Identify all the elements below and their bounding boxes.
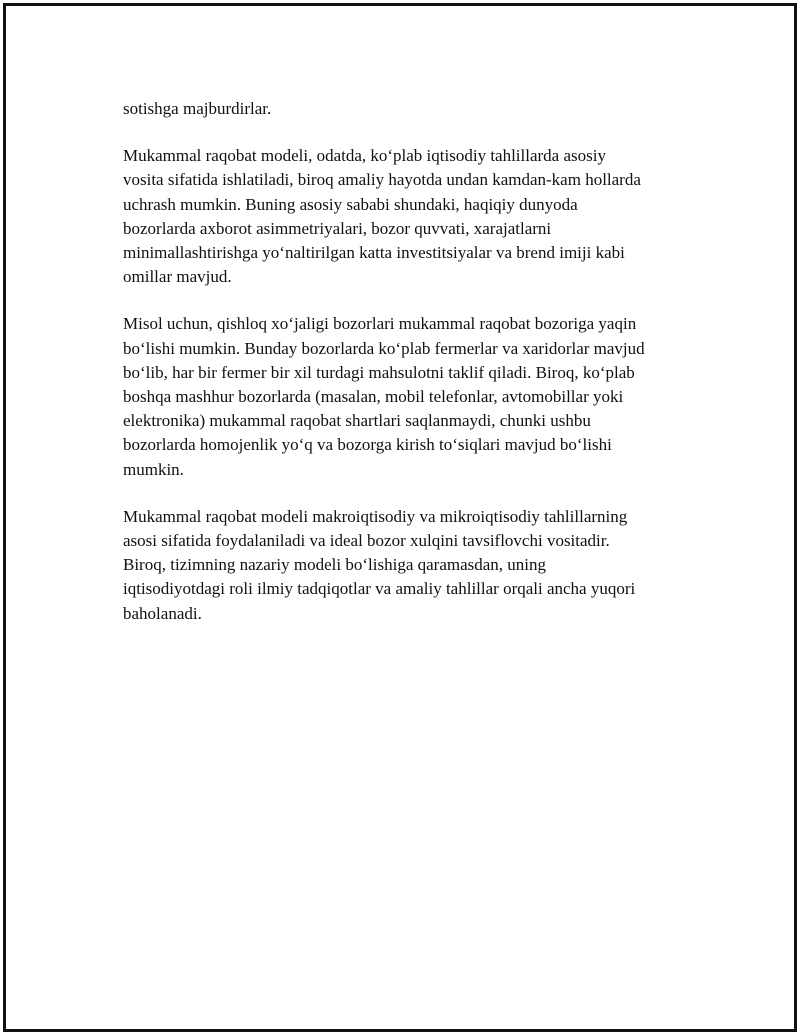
text-line: baholanadi.	[123, 603, 202, 623]
text-line: omillar mavjud.	[123, 267, 232, 287]
paragraph-3	[123, 312, 698, 481]
text-line: bo‘lib, har bir fermer bir xil turdagi mahsulotni taklif qiladi. Biroq, ko‘plab	[123, 362, 635, 382]
text-line: Mukammal raqobat modeli makroiqtisodiy va mikroiqtisodiy tahlillarning	[123, 506, 628, 526]
document-body	[123, 97, 698, 649]
paragraph-1	[123, 97, 698, 121]
text-line: minimallashtirishga yo‘naltirilgan katta investitsiyalar va brend imiji kabi	[123, 243, 625, 263]
text-line: bo‘lishi mumkin. Bunday bozorlarda ko‘plab fermerlar va xaridorlar mavjud	[123, 338, 645, 358]
text-line: vosita sifatida ishlatiladi, biroq amaliy hayotda undan kamdan-kam hollarda	[123, 170, 641, 190]
page-frame	[3, 3, 797, 1032]
text-line: Mukammal raqobat modeli, odatda, ko‘plab iqtisodiy tahlillarda asosiy	[123, 146, 606, 166]
text-line: mumkin.	[123, 459, 184, 479]
text-line: Misol uchun, qishloq xo‘jaligi bozorlari mukammal raqobat bozoriga yaqin	[123, 314, 637, 334]
paragraph-2	[123, 144, 698, 289]
paragraph-4	[123, 505, 698, 626]
text-line: elektronika) mukammal raqobat shartlari saqlanmaydi, chunki ushbu	[123, 411, 591, 431]
text-line: Biroq, tizimning nazariy modeli bo‘lishiga qaramasdan, uning	[123, 555, 547, 575]
text-line: iqtisodiyotdagi roli ilmiy tadqiqotlar va amaliy tahlillar orqali ancha yuqori	[123, 579, 636, 599]
text-line: sotishga majburdirlar.	[123, 99, 272, 118]
text-line: uchrash mumkin. Buning asosiy sababi shundaki, haqiqiy dunyoda	[123, 194, 578, 214]
text-line: boshqa mashhur bozorlarda (masalan, mobil telefonlar, avtomobillar yoki	[123, 387, 624, 407]
text-line: bozorlarda axborot asimmetriyalari, bozor quvvati, xarajatlarni	[123, 218, 552, 238]
text-line: asosi sifatida foydalaniladi va ideal bozor xulqini tavsiflovchi vositadir.	[123, 531, 610, 551]
text-line: bozorlarda homojenlik yo‘q va bozorga kirish to‘siqlari mavjud bo‘lishi	[123, 435, 612, 455]
